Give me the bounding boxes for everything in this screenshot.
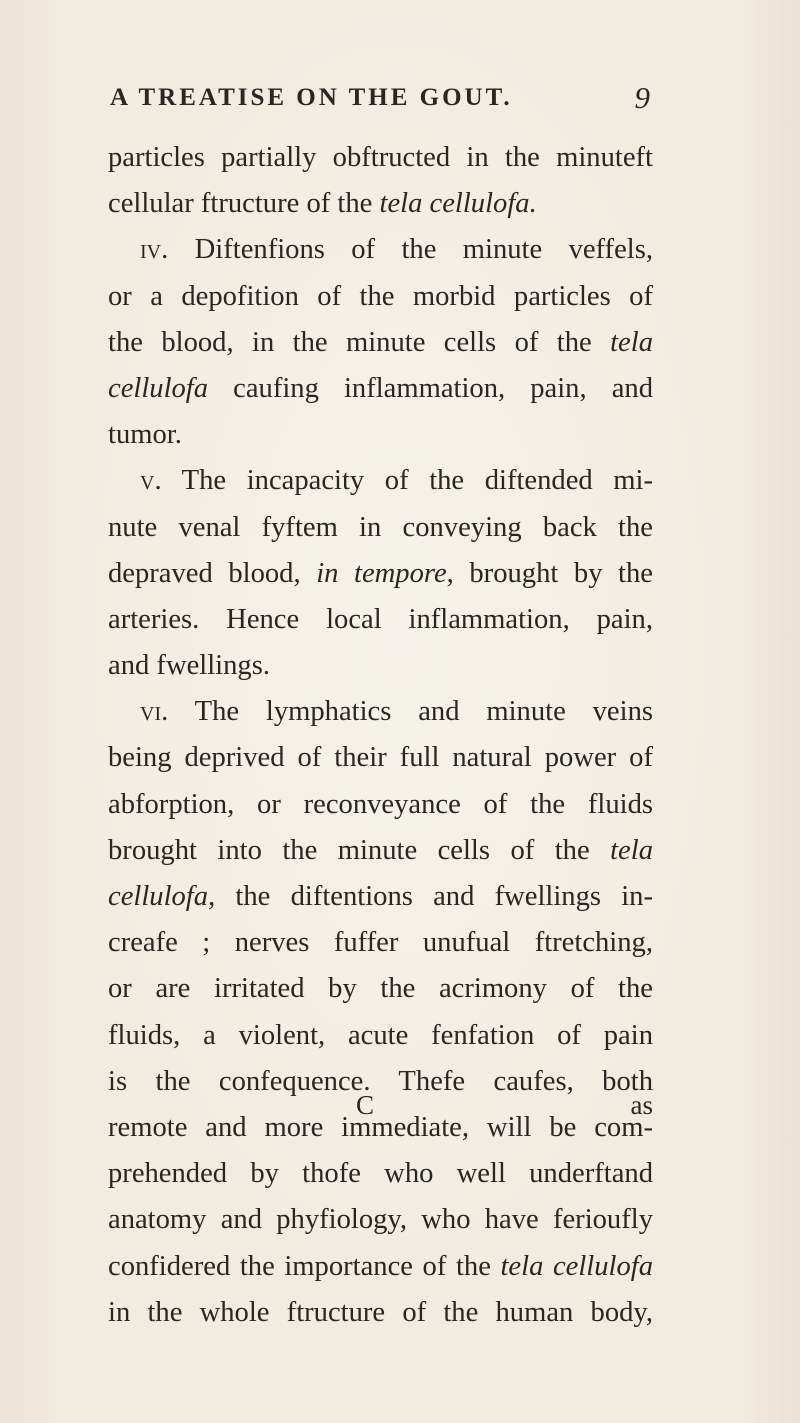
body-text <box>108 135 653 1336</box>
signature-mark: C <box>356 1090 375 1120</box>
paragraph-v-start: v. The incapacity of the diftended mi- <box>140 465 653 497</box>
paragraph-number: vi. <box>140 696 169 728</box>
text-line: and fwellings. <box>108 650 270 682</box>
italic-term: tela cellulofa <box>500 1250 653 1282</box>
text-line: creafe ; nerves fuffer unufual ftretching, <box>108 927 653 959</box>
text-line: in the whole ftructure of the human body, <box>108 1296 653 1328</box>
text-line: brought into the minute cells of the tela <box>108 834 653 866</box>
text-line: or are irritated by the acrimony of the <box>108 973 653 1005</box>
text-line: cellular ftructure of the tela cellulofa. <box>108 188 537 220</box>
text-line: abforption, or reconveyance of the fluids <box>108 788 653 820</box>
paragraph-number: v. <box>140 465 162 497</box>
text-line: the blood, in the minute cells of the tela <box>108 326 653 358</box>
text-line: depraved blood, in tempore, brought by the <box>108 557 653 589</box>
text-line: remote and more immediate, will be com- <box>108 1111 653 1143</box>
paragraph-vi-start: vi. The lymphatics and minute veins <box>140 696 653 728</box>
text-line: cellulofa, the diftentions and fwellings in- <box>108 881 653 912</box>
text-line: prehended by thofe who well underftand <box>108 1158 653 1190</box>
text-line: or a depofition of the morbid particles of <box>108 280 653 312</box>
text-line: fluids, a violent, acute fenfation of pain <box>108 1019 653 1051</box>
text-line: cellulofa caufing inflammation, pain, and <box>108 372 653 404</box>
page-footer <box>108 1090 653 1130</box>
page-header <box>110 80 650 124</box>
text-line: is the confequence. Thefe caufes, both <box>108 1065 653 1097</box>
paragraph-iv-start: iv. Diftenfions of the minute veffels, <box>140 234 653 266</box>
text-line: arteries. Hence local inflammation, pain, <box>108 603 653 635</box>
page-number: 9 <box>634 80 650 115</box>
text-line: tumor. <box>108 419 182 451</box>
text-line: confidered the importance of the tela cellulofa <box>108 1250 653 1282</box>
running-title: A TREATISE ON THE GOUT. <box>110 84 513 111</box>
text-line: particles partially obftructed in the minuteft <box>108 142 653 173</box>
text-line: being deprived of their full natural power of <box>108 742 653 774</box>
italic-term: tela <box>610 326 653 358</box>
italic-term: tela <box>610 834 653 866</box>
italic-term: cellulofa <box>108 881 209 912</box>
text-line: anatomy and phyfiology, who have ferioufly <box>108 1204 653 1236</box>
paragraph-number: iv. <box>140 234 169 266</box>
italic-term: in tempore <box>316 557 447 589</box>
text-line: nute venal fyftem in conveying back the <box>108 511 653 543</box>
catchword: as <box>630 1090 653 1120</box>
italic-term: cellulofa <box>108 372 209 404</box>
italic-term: tela cellulofa. <box>379 188 537 220</box>
